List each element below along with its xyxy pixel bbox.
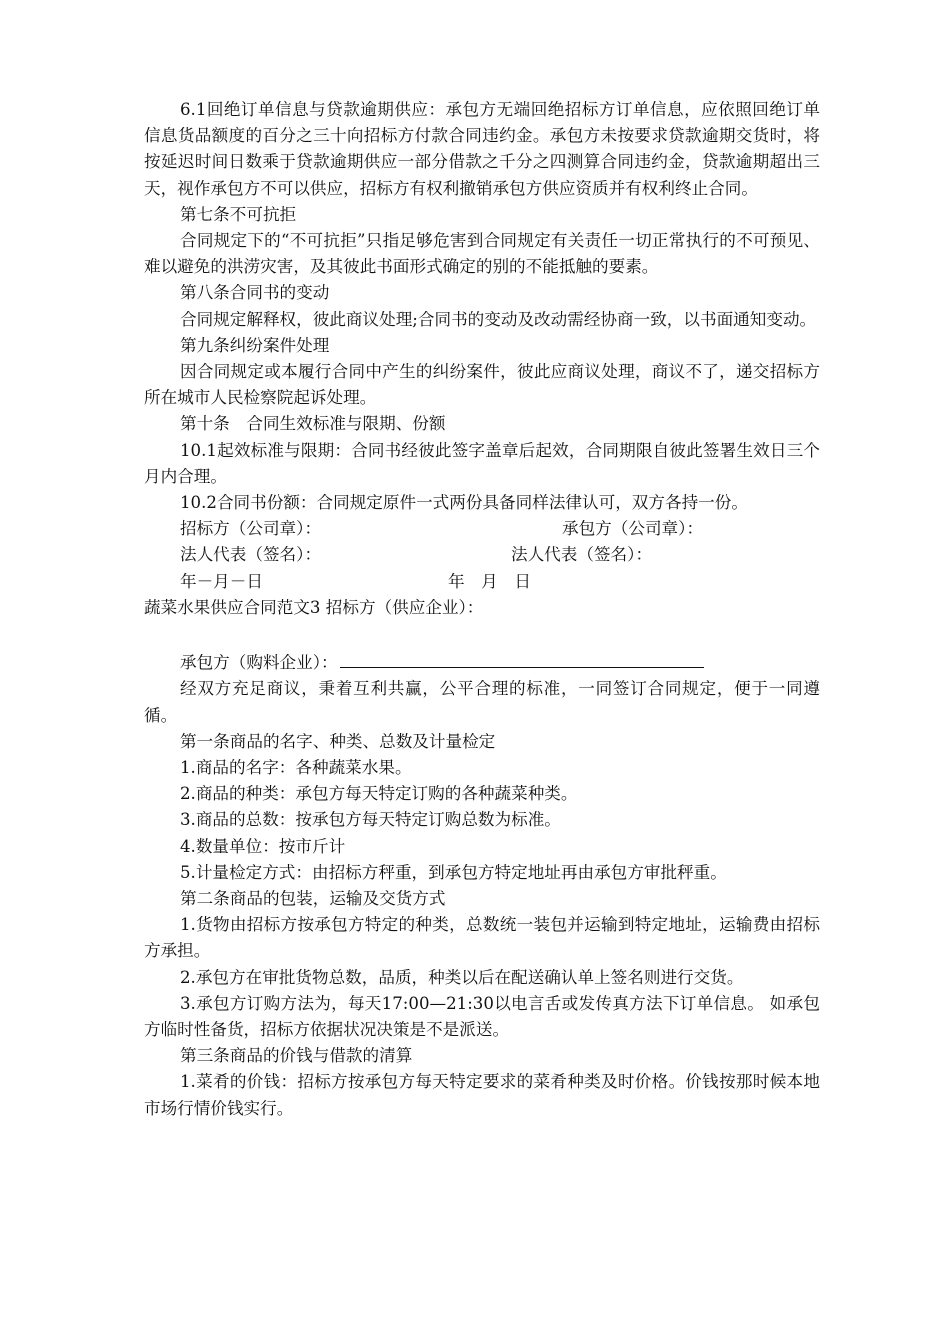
heading-article-7: 第七条不可抗拒	[180, 204, 297, 224]
buyer-line	[144, 647, 820, 676]
heading-article-9: 第九条纠纷案件处理	[180, 335, 330, 355]
item-2-3: 3.承包方订购方法为，每天17:00—21:30以电言舌或发传真方法下订单信息。 如承包方临时性备货，招标方依据状况决策是不是派送。	[144, 993, 820, 1040]
heading-article-1: 第一条商品的名字、种类、总数及计量检定	[180, 731, 496, 751]
preamble: 经双方充足商议，秉着互利共赢，公平合理的标准，一同签订合同规定，便于一同遵循。	[144, 679, 820, 725]
document-body	[144, 97, 820, 1122]
party-a-seal-label: 招标方（公司章）：	[180, 519, 322, 539]
item-2-2: 2.承包方在审批货物总数，品质，种类以后在配送确认单上签名则进行交货。	[180, 967, 744, 987]
item-1-4: 4.数量单位：按市斤计	[180, 836, 346, 856]
clause-10-1: 10.1起效标准与限期：合同书经彼此签字盖章后起效，合同期限自彼此签署生效日三个月内合理。	[144, 440, 820, 486]
buyer-blank-underline	[340, 647, 704, 668]
party-b-date: 年 月 日	[448, 571, 531, 591]
item-1-3: 3.商品的总数：按承包方每天特定订购总数为标准。	[180, 810, 561, 830]
party-a-date: 年－月－日	[180, 571, 263, 591]
heading-article-3: 第三条商品的价钱与借款的清算	[180, 1046, 413, 1066]
item-3-1: 1.菜肴的价钱：招标方按承包方每天特定要求的菜肴种类及时价格。价钱按那时候本地市场行情价钱实行。	[144, 1072, 820, 1118]
clause-6-1: 6.1回绝订单信息与贷款逾期供应：承包方无端回绝招标方订单信息，应依照回绝订单信息货品额度的百分之三十向招标方付款合同违约金。承包方未按要求贷款逾期交货时，将按延迟时间日数乘于贷款逾期供应一部分借款之千分之四测算合同违约金，贷款逾期超出三天，视作承包方不可以供应，招标方有权利撤销承包方供应资质并有权利终止合同。	[144, 100, 820, 198]
heading-article-10: 第十条 合同生效标准与限期、份额	[180, 414, 446, 434]
signature-party-row	[144, 516, 820, 542]
party-b-seal-label: 承包方（公司章）：	[562, 519, 704, 539]
clause-7: 合同规定下的“不可抗拒”只指足够危害到合同规定有关责任一切正常执行的不可预见、难以避免的洪涝灾害，及其彼此书面形式确定的别的不能抵触的要素。	[144, 231, 820, 277]
heading-article-2: 第二条商品的包装，运输及交货方式	[180, 889, 446, 909]
clause-9: 因合同规定或本履行合同中产生的纠纷案件，彼此应商议处理，商议不了，递交招标方所在城市人民检察院起诉处理。	[144, 362, 820, 408]
signature-date-row	[144, 569, 820, 595]
clause-8: 合同规定解释权，彼此商议处理;合同书的变动及改动需经协商一致，以书面通知变动。	[180, 309, 817, 329]
buyer-label: 承包方（购料企业）：	[180, 653, 338, 673]
clause-10-2: 10.2合同书份额：合同规定原件一式两份具备同样法律认可，双方各持一份。	[180, 493, 748, 513]
blank-line	[144, 621, 820, 647]
item-1-5: 5.计量检定方式：由招标方秤重，到承包方特定地址再由承包方审批秤重。	[180, 862, 727, 882]
party-b-rep-label: 法人代表（签名）：	[511, 545, 653, 565]
party-a-rep-label: 法人代表（签名）：	[180, 545, 322, 565]
item-2-1: 1.货物由招标方按承包方特定的种类，总数统一装包并运输到特定地址，运输费由招标方承担。	[144, 915, 820, 961]
item-1-2: 2.商品的种类：承包方每天特定订购的各种蔬菜种类。	[180, 784, 578, 804]
heading-article-8: 第八条合同书的变动	[180, 283, 330, 303]
signature-rep-row	[144, 542, 820, 568]
item-1-1: 1.商品的名字：各种蔬菜水果。	[180, 758, 412, 778]
contract-3-title-line: 蔬菜水果供应合同范文3 招标方（供应企业）：	[144, 597, 484, 617]
